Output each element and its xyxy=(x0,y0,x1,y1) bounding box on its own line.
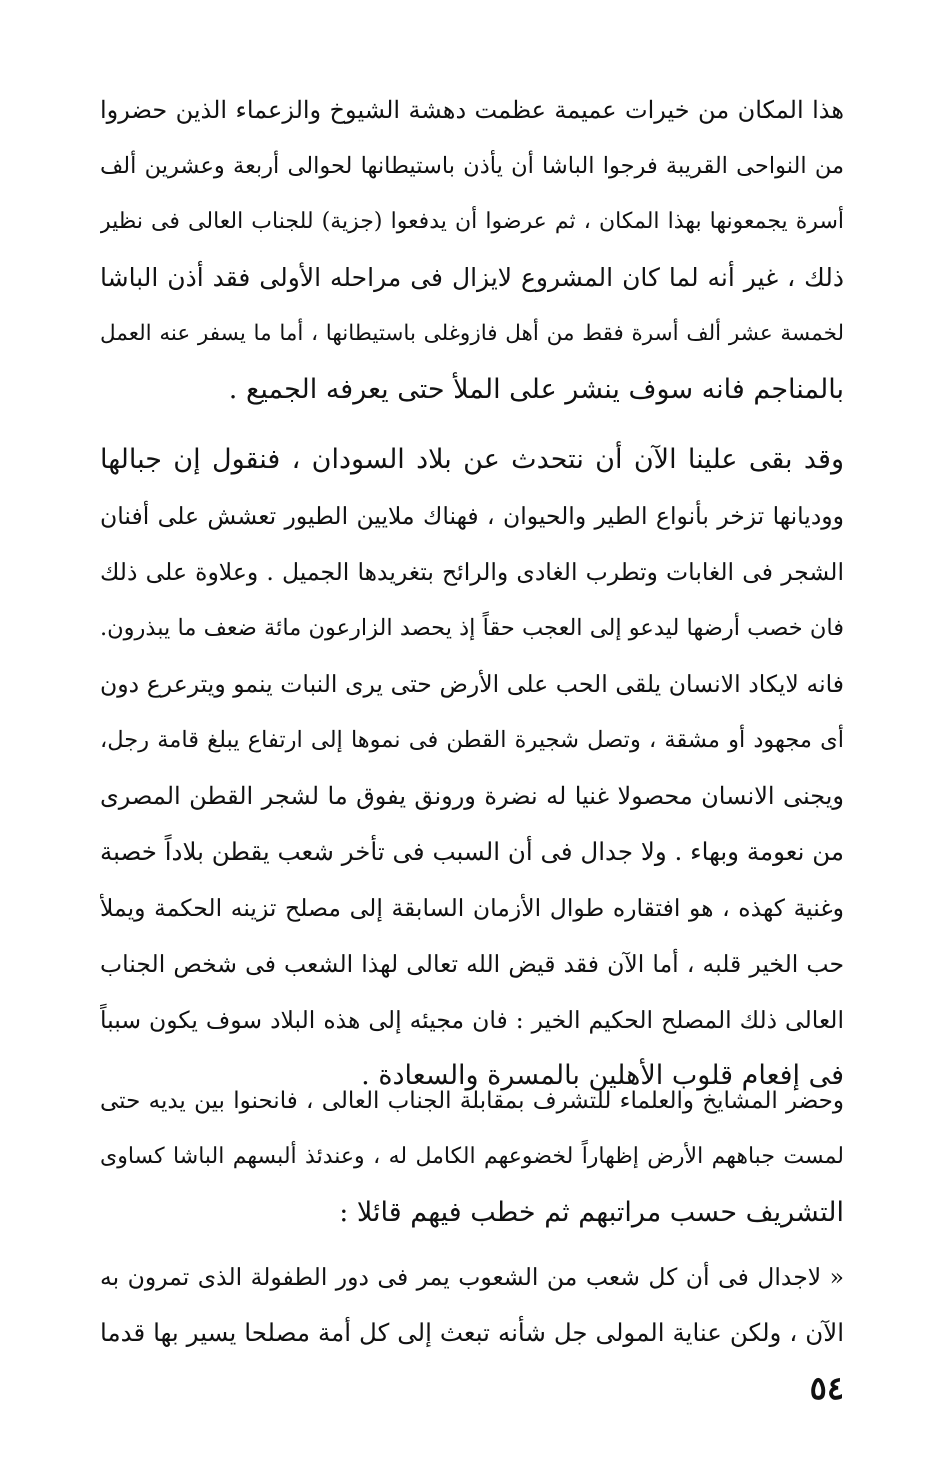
text-line: فى إفعام قلوب الأهلين بالمسرة والسعادة . xyxy=(361,1060,844,1091)
text-line: حب الخير قلبه ، أما الآن فقد قيض الله تعالى لهذا الشعب فى شخص الجناب xyxy=(100,950,844,978)
text-line: فانه لايكاد الانسان يلقى الحب على الأرض حتى يرى النبات ينمو ويترعرع دون xyxy=(100,670,844,698)
paragraph-4 xyxy=(100,1249,844,1361)
text-line: من نعومة وبهاء . ولا جدال فى أن السبب فى تأخر شعب يقطن بلاداً خصبة xyxy=(100,837,844,866)
text-line: هذا المكان من خيرات عميمة عظمت دهشة الشيوخ والزعماء الذين حضروا xyxy=(100,96,844,124)
text-line: العالى ذلك المصلح الحكيم الخير : فان مجيئه إلى هذه البلاد سوف يكون سبباً xyxy=(100,1006,844,1034)
text-line: فان خصب أرضها ليدعو إلى العجب حقاً إذ يحصد الزارعون مائة ضعف ما يبذرون. xyxy=(100,615,844,641)
text-line: أى مجهود أو مشقة ، وتصل شجيرة القطن فى نموها إلى ارتفاع يبلغ قامة رجل، xyxy=(100,727,844,753)
text-line: ذلك ، غير أنه لما كان المشروع لايزال فى مراحله الأولى فقد أذن الباشا xyxy=(100,263,844,292)
text-line: وقد بقى علينا الآن أن نتحدث عن بلاد السودان ، فنقول إن جبالها xyxy=(100,444,844,475)
text-line: الشجر فى الغابات وتطرب الغادى والرائح بتغريدها الجميل . وعلاوة على ذلك xyxy=(100,558,844,586)
text-line: أسرة يجمعونها بهذا المكان ، ثم عرضوا أن يدفعوا (جزية) للجناب العالى فى نظير xyxy=(100,209,844,234)
text-line: بالمناجم فانه سوف ينشر على الملأ حتى يعرفه الجميع . xyxy=(228,374,844,405)
paragraph-3 xyxy=(100,1073,844,1241)
paragraph-2 xyxy=(100,432,844,1104)
text-line: « لاجدال فى أن كل شعب من الشعوب يمر فى دور الطفولة الذى تمرون به xyxy=(100,1263,844,1291)
text-line: وحضر المشايخ والعلماء للتشرف بمقابلة الجناب العالى ، فانحنوا بين يديه حتى xyxy=(100,1088,844,1114)
text-line: ووديانها تزخر بأنواع الطير والحيوان ، فهناك ملايين الطيور تعشش على أفنان xyxy=(100,502,844,530)
paragraph-1 xyxy=(100,82,844,418)
text-line: ويجنى الانسان محصولا غنيا له نضرة ورونق يفوق ما لشجر القطن المصرى xyxy=(100,782,844,810)
page-number: ٥٤ xyxy=(809,1369,844,1407)
text-line: الآن ، ولكن عناية المولى جل شأنه تبعث إلى كل أمة مصلحا يسير بها قدما xyxy=(100,1318,844,1347)
text-line: لخمسة عشر ألف أسرة فقط من أهل فازوغلى باستيطانها ، أما ما يسفر عنه العمل xyxy=(100,321,844,346)
text-line: التشريف حسب مراتبهم ثم خطب فيهم قائلا : xyxy=(339,1197,844,1228)
text-line: وغنية كهذه ، هو افتقاره طوال الأزمان السابقة إلى مصلح تزينه الحكمة ويملأ xyxy=(100,894,844,922)
text-line: من النواحى القريبة فرجوا الباشا أن يأذن باستيطانها لحوالى أربعة وعشرين ألف xyxy=(100,153,844,179)
text-line: لمست جباههم الأرض إظهاراً لخضوعهم الكامل له ، وعندئذ ألبسهم الباشا كساوى xyxy=(100,1144,844,1169)
